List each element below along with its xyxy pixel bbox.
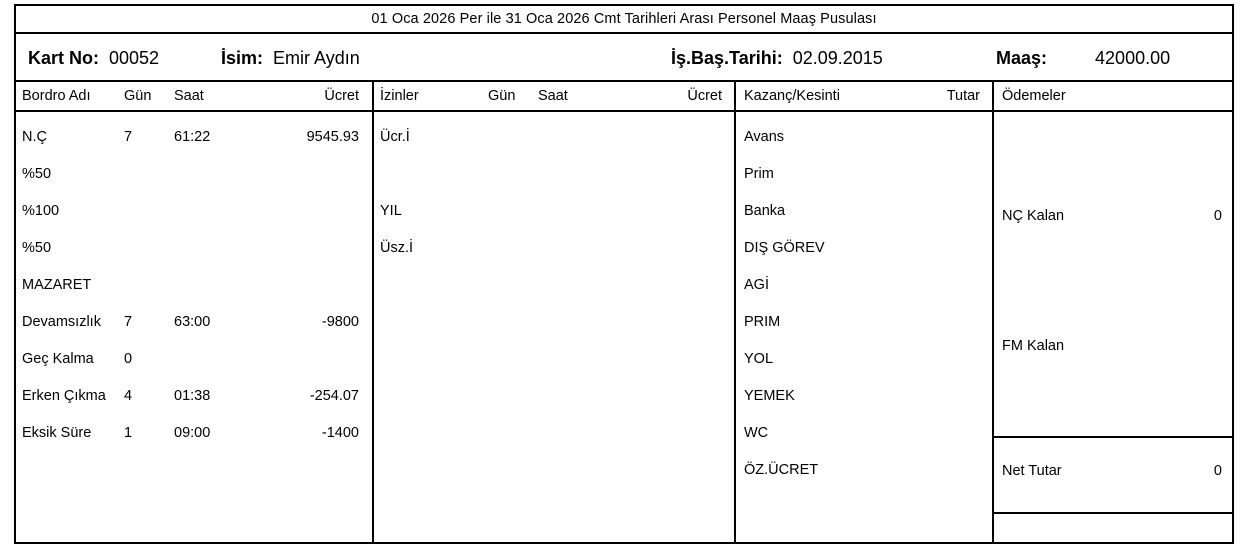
payroll-row-hours: 61:22 [174,129,211,145]
payslip-sheet [14,4,1234,544]
earning-row-name: Avans [744,129,785,145]
name-label: İsim: [221,47,264,68]
payroll-row-amount: 9545.93 [306,129,359,145]
header-payroll-hours: Saat [174,88,204,104]
payment-row-name: NÇ Kalan [1002,208,1065,224]
earning-row-name: ÖZ.ÜCRET [744,462,819,478]
payment-row-value: 0 [1213,463,1222,479]
header-payments-name: Ödemeler [1002,88,1066,104]
title-row [16,6,1232,34]
payment-row-value: 0 [1213,208,1222,224]
salary-field [996,34,1170,82]
earning-row-name: DIŞ GÖREV [744,240,825,256]
payroll-row-hours: 63:00 [174,314,211,330]
earning-row-name: Banka [744,203,786,219]
earning-row-name: YOL [744,351,774,367]
payroll-row-days: 1 [124,425,133,441]
header-earnings-name: Kazanç/Kesinti [744,88,840,104]
payroll-row-amount: -1400 [321,425,359,441]
start-date-field [671,34,883,82]
start-date-value: 02.09.2015 [792,47,883,68]
card-no-field [28,34,159,82]
payroll-row-days: 7 [124,314,133,330]
header-payroll-amount: Ücret [324,88,359,104]
earning-row-name: Prim [744,166,774,182]
payment-row-name: FM Kalan [1002,338,1065,354]
payroll-row-name: %50 [22,166,52,182]
payroll-row-name: %100 [22,203,60,219]
payroll-row-name: N.Ç [22,129,47,145]
payroll-row-days: 7 [124,129,133,145]
name-value: Emir Aydın [273,47,360,68]
earning-row-name: PRIM [744,314,781,330]
payments-footer-box [994,512,1232,544]
header-leaves-hours: Saat [538,88,568,104]
payroll-row-hours: 09:00 [174,425,211,441]
payslip-body [16,112,1232,544]
column-header-row [16,82,1232,112]
payment-row-name: Net Tutar [1002,463,1062,479]
salary-label: Maaş: [996,47,1048,68]
payroll-row-name: MAZARET [22,277,92,293]
payroll-row-days: 0 [124,351,133,367]
payroll-row-name: Geç Kalma [22,351,94,367]
header-payroll-name: Bordro Adı [22,88,91,104]
payroll-row-name: Erken Çıkma [22,388,106,404]
earning-row-name: AGİ [744,277,769,293]
card-no-value: 00052 [109,47,160,68]
salary-value: 42000.00 [1095,47,1171,68]
payroll-row-amount: -9800 [321,314,359,330]
earning-row-name: WC [744,425,769,441]
header-payroll-days: Gün [124,88,152,104]
payments-net-box [994,436,1232,512]
header-earnings-amount: Tutar [946,88,980,104]
page-title: 01 Oca 2026 Per ile 31 Oca 2026 Cmt Tarihleri Arası Personel Maaş Pusulası [371,11,877,27]
payroll-row-hours: 01:38 [174,388,211,404]
payroll-row-amount: -254.07 [309,388,359,404]
start-date-label: İş.Baş.Tarihi: [671,47,783,68]
earning-row-name: YEMEK [744,388,795,404]
header-leaves-days: Gün [488,88,516,104]
name-field [221,34,360,82]
payroll-row-days: 4 [124,388,133,404]
payroll-row-name: %50 [22,240,52,256]
leave-row-name: Üsz.İ [380,240,414,256]
payroll-row-name: Devamsızlık [22,314,101,330]
payroll-row-name: Eksik Süre [22,425,92,441]
employee-info-row [16,34,1232,82]
header-leaves-amount: Ücret [687,88,722,104]
payments-upper-box [994,112,1232,436]
header-leaves-name: İzinler [380,88,419,104]
leave-row-name: YIL [380,203,402,219]
card-no-label: Kart No: [28,47,99,68]
leave-row-name: Ücr.İ [380,129,410,145]
